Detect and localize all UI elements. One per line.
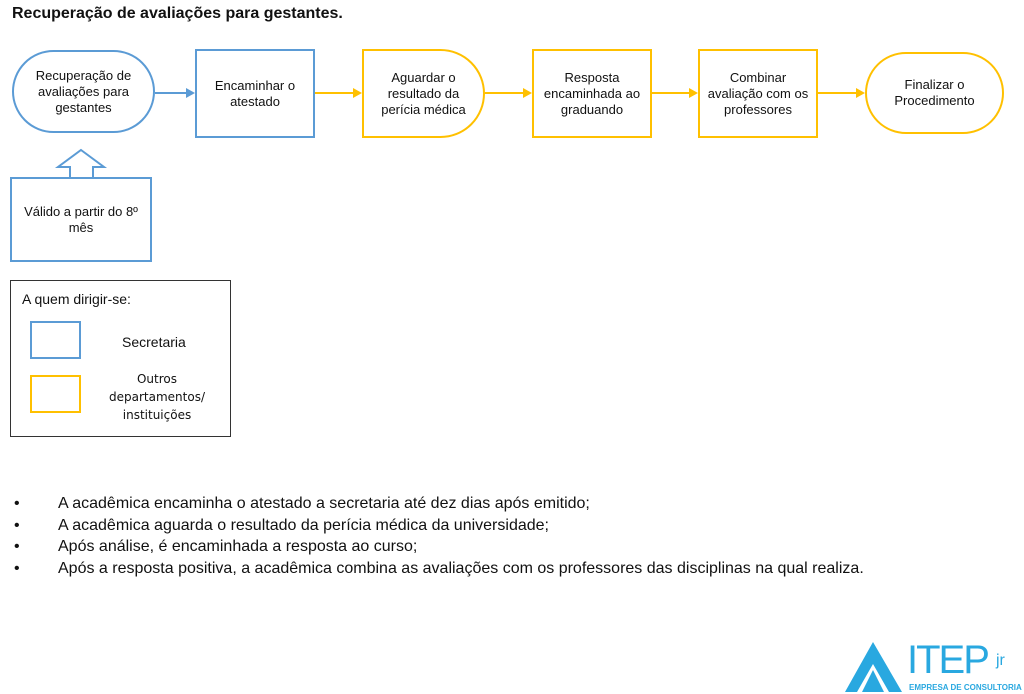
- legend-label-secretaria: Secretaria: [122, 334, 186, 350]
- legend-label-outros: Outros departamentos/ instituições: [109, 372, 205, 422]
- flow-start: Recuperação de avaliações para gestantes: [12, 50, 155, 133]
- flow-note: Válido a partir do 8º mês: [10, 177, 152, 262]
- logo-text: ITEP: [907, 638, 988, 682]
- logo-icon: [845, 642, 902, 692]
- arrow-step3-to-step4: [652, 88, 698, 98]
- list-item: • A acadêmica encaminha o atestado a secretaria até dez dias após emitido;: [14, 495, 590, 512]
- arrow-step4-to-end: [818, 88, 865, 98]
- arrow-start-to-step1: [155, 88, 195, 98]
- list-item: • Após a resposta positiva, a acadêmica combina as avaliações com os professores das disciplinas na qual realiza.: [14, 559, 864, 577]
- list-item: • A acadêmica aguarda o resultado da perícia médica da universidade;: [14, 516, 549, 534]
- flow-step-aguardar: Aguardar o resultado da perícia médica: [362, 49, 485, 138]
- flow-end: Finalizar o Procedimento: [865, 52, 1004, 134]
- logo-tagline: EMPRESA DE CONSULTORIA: [909, 683, 1022, 692]
- flow-step-resposta: Resposta encaminhada ao graduando: [532, 49, 652, 138]
- flow-step-combinar: Combinar avaliação com os professores: [698, 49, 818, 138]
- bullet-list: [0, 495, 1000, 581]
- arrow-step2-to-step3: [485, 88, 532, 98]
- arrow-step1-to-step2: [315, 88, 362, 98]
- up-arrow-note: [58, 150, 104, 178]
- flow-step-encaminhar: Encaminhar o atestado: [195, 49, 315, 138]
- page-title: Recuperação de avaliações para gestantes.: [12, 5, 343, 22]
- legend-swatch-secretaria: [30, 321, 81, 359]
- logo-suffix: jr: [996, 652, 1005, 669]
- list-item: • Após análise, é encaminhada a resposta ao curso;: [14, 538, 418, 555]
- legend-swatch-outros: [30, 375, 81, 413]
- legend-title: A quem dirigir-se:: [22, 291, 131, 307]
